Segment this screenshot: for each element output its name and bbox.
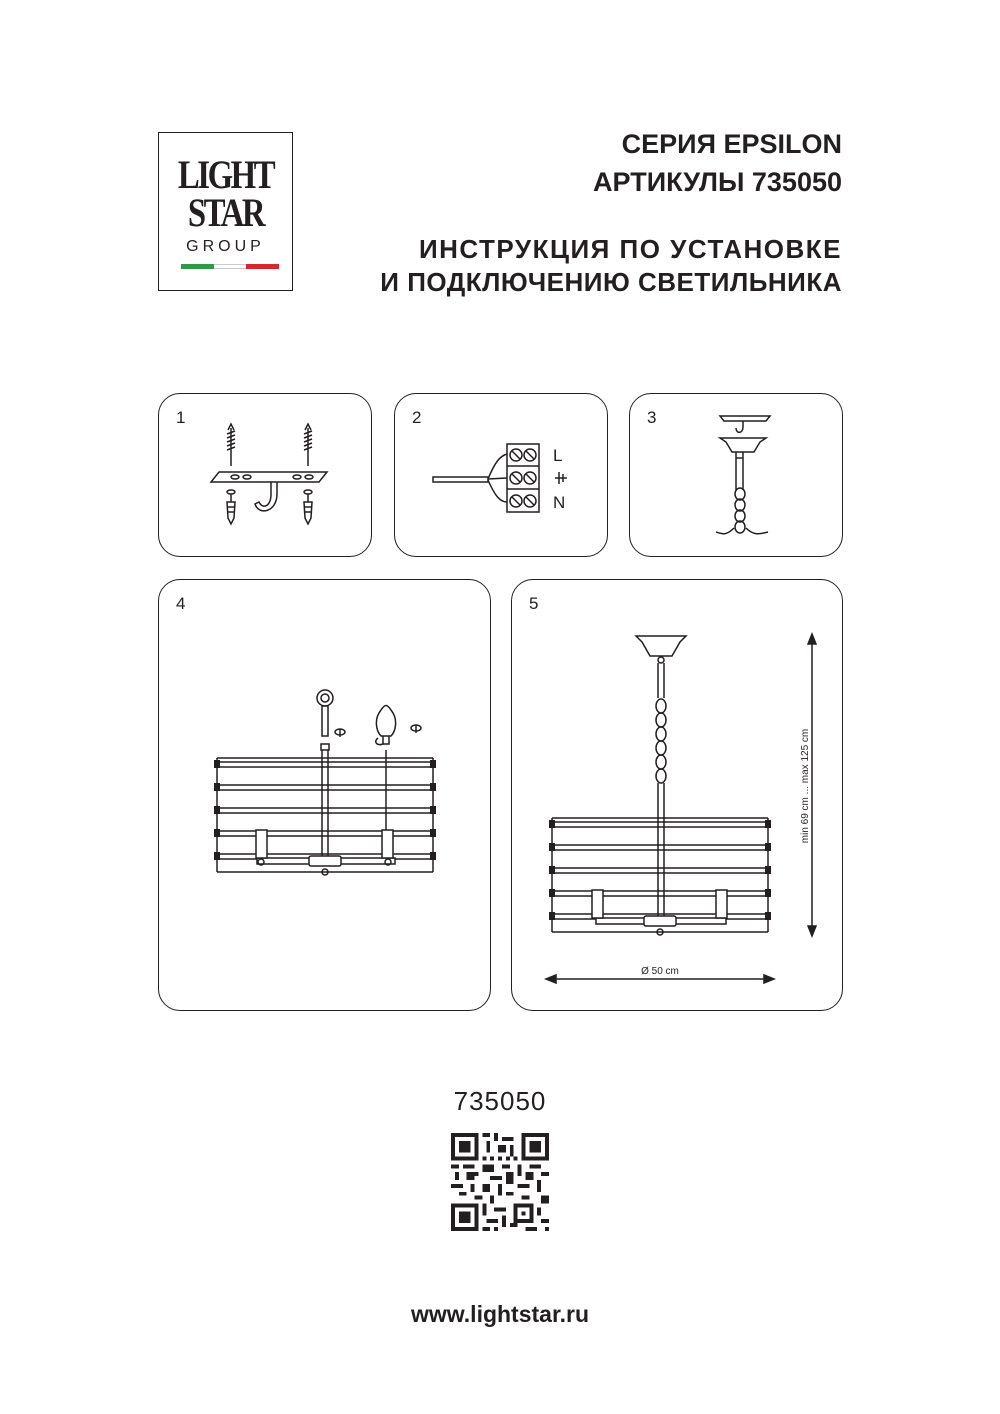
step-5-panel (511, 579, 843, 1011)
flag-white (214, 264, 247, 269)
step-number: 3 (647, 408, 657, 427)
logo-text-group: GROUP (186, 238, 265, 255)
step-number: 1 (176, 408, 186, 427)
flag-red (246, 264, 279, 269)
canopy-chain-illustration (630, 394, 844, 558)
instruction-title-line1: ИНСТРУКЦИЯ ПО УСТАНОВКЕ (418, 234, 842, 264)
website-link[interactable]: www.lightstar.ru (410, 1301, 590, 1327)
article-code: 735050 (453, 1086, 547, 1116)
brand-logo (158, 132, 293, 291)
terminal-label-l: L (553, 446, 563, 465)
step-number: 5 (529, 594, 539, 613)
step-3-panel (629, 393, 843, 557)
wiring-diagram-illustration (395, 394, 609, 558)
step-1-panel (158, 393, 372, 557)
mounting-bracket-illustration (159, 394, 373, 558)
series-title: СЕРИЯ EPSILON (621, 129, 842, 159)
qr-code-icon (451, 1133, 549, 1231)
flag-green (181, 264, 214, 269)
lamp-dimensions-illustration (512, 580, 844, 1012)
ground-icon (555, 472, 567, 484)
logo-text-light: LIGHT (177, 152, 274, 197)
article-title: АРТИКУЛЫ 735050 (593, 167, 842, 197)
diameter-dimension-label: Ø 50 cm (641, 966, 679, 977)
italian-flag-stripe (181, 264, 279, 269)
step-number: 4 (176, 594, 186, 613)
logo-text-star: STAR (187, 190, 264, 235)
lamp-assembly-illustration (159, 580, 492, 1012)
step-2-panel (394, 393, 608, 557)
terminal-label-n: N (553, 493, 566, 512)
step-4-panel (158, 579, 491, 1011)
instruction-title-line2: И ПОДКЛЮЧЕНИЮ СВЕТИЛЬНИКА (380, 267, 842, 297)
height-dimension-label: min 69 cm ... max 125 cm (800, 728, 811, 844)
step-number: 2 (412, 408, 422, 427)
